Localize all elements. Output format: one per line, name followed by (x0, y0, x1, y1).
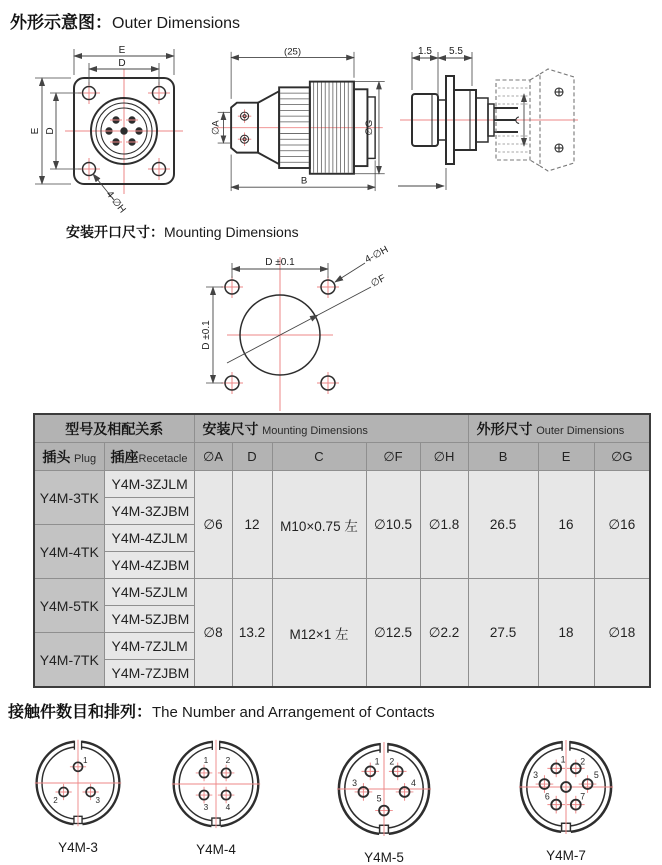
header-models: 型号及相配关系 (34, 414, 194, 443)
pin-number-label: 3 (352, 778, 358, 789)
receptacle-pins (494, 108, 519, 132)
receptacle-model: Y4M-3ZJBM (104, 498, 194, 525)
contact-diagram-y4m-4 (170, 738, 262, 857)
dim-a-value: ∅8 (194, 579, 232, 688)
pin-number-label: 1 (203, 755, 209, 765)
contact-diagram-label: Y4M-3 (58, 840, 98, 855)
header-col-a: ∅A (194, 443, 232, 471)
contact-diagram-label: Y4M-7 (546, 848, 586, 863)
contact-face-y4m-3 (33, 738, 123, 828)
header-outer: 外形尺寸 Outer Dimensions (468, 414, 650, 443)
dim-c-value: M10×0.75 左 (272, 471, 366, 579)
dim-a: ∅A (210, 120, 222, 136)
header-col-f: ∅F (366, 443, 420, 471)
pin-number-label: 3 (203, 802, 209, 812)
header-col-e: E (538, 443, 594, 471)
contact-diagram-y4m-3 (33, 738, 123, 855)
dim-d-left: D (45, 127, 56, 135)
header-col-g: ∅G (594, 443, 650, 471)
pin-number-label: 2 (389, 756, 395, 767)
table-row (34, 471, 650, 498)
pin-number-label: 1 (560, 754, 566, 765)
table-header-groups (34, 414, 650, 443)
pin-number-label: 1 (374, 756, 380, 767)
header-col-h: ∅H (420, 443, 468, 471)
dim-d-top: D ±0.1 (265, 257, 295, 268)
dim-1-5: 1.5 (418, 46, 432, 57)
pin-number-label: 6 (544, 791, 550, 802)
table-header-columns (34, 443, 650, 471)
mounting-hole-drawing (175, 243, 425, 413)
dim-d-left: D ±0.1 (201, 320, 212, 350)
mounting-dimensions-title-en: Mounting Dimensions (164, 224, 299, 240)
dim-d-value: 12 (232, 471, 272, 579)
mounting-dimensions-title-zh: 安装开口尺寸： (66, 224, 164, 240)
pin-number-label: 2 (580, 756, 586, 767)
contact-face-y4m-5 (335, 740, 433, 838)
header-col-c: C (272, 443, 366, 471)
receptacle-side-view-drawing (398, 40, 658, 200)
plug-side-view-drawing (210, 40, 402, 200)
dim-f-value: ∅10.5 (366, 471, 420, 579)
dim-e-left: E (30, 127, 41, 135)
plug-model: Y4M-3TK (34, 471, 104, 525)
contact-face-y4m-4 (170, 738, 262, 830)
receptacle-model: Y4M-7ZJBM (104, 660, 194, 688)
plug-model: Y4M-4TK (34, 525, 104, 579)
contact-diagram-label: Y4M-4 (196, 842, 236, 857)
receptacle-model: Y4M-4ZJBM (104, 552, 194, 579)
dim-5-5: 5.5 (449, 46, 463, 57)
outer-dimensions-title (10, 8, 240, 33)
pin-number-label: 7 (580, 791, 586, 802)
pin-number-label: 4 (225, 802, 231, 812)
dim-a-value: ∅6 (194, 471, 232, 579)
dim-c-value: M12×1 左 (272, 579, 366, 688)
pin-number-label: 3 (533, 770, 539, 781)
receptacle-model: Y4M-5ZJLM (104, 579, 194, 606)
mounting-holes-label: 4-∅H (363, 244, 391, 266)
dim-g: ∅G (364, 119, 376, 136)
header-col-d: D (232, 443, 272, 471)
dim-h-value: ∅1.8 (420, 471, 468, 579)
contact-face-y4m-7 (517, 738, 615, 836)
dim-25: (25) (284, 46, 302, 58)
dim-f-label: ∅F (369, 272, 388, 290)
pin-number-label: 4 (410, 778, 416, 789)
dim-g-value: ∅18 (594, 579, 650, 688)
contacts-title-zh: 接触件数目和排列： (8, 704, 153, 721)
header-col-b: B (468, 443, 538, 471)
contacts-title (8, 699, 435, 722)
outer-dimensions-title-en: Outer Dimensions (112, 15, 241, 32)
pin-number-label: 3 (95, 795, 101, 805)
pin-number-label: 2 (53, 795, 58, 805)
dim-e-value: 16 (538, 471, 594, 579)
plug-model: Y4M-5TK (34, 579, 104, 633)
dim-d-value: 13.2 (232, 579, 272, 688)
pin-number-label: 2 (225, 755, 231, 765)
header-plug: 插头 Plug (34, 443, 104, 471)
receptacle-model: Y4M-3ZJLM (104, 471, 194, 498)
dim-b: B (300, 175, 308, 187)
spec-table (33, 413, 651, 688)
contact-diagram-y4m-5 (335, 740, 433, 865)
table-row (34, 579, 650, 606)
dim-e-value: 18 (538, 579, 594, 688)
receptacle-model: Y4M-4ZJLM (104, 525, 194, 552)
dim-e-top: E (118, 45, 126, 56)
contact-diagram-label: Y4M-5 (364, 850, 404, 865)
receptacle-model: Y4M-5ZJBM (104, 606, 194, 633)
receptacle-model: Y4M-7ZJLM (104, 633, 194, 660)
plug-model: Y4M-7TK (34, 633, 104, 688)
pin-number-label: 5 (593, 770, 599, 781)
dim-b-value: 27.5 (468, 579, 538, 688)
dim-b-value: 26.5 (468, 471, 538, 579)
dim-f-value: ∅12.5 (366, 579, 420, 688)
header-receptacle: 插座Recetacle (104, 443, 194, 471)
mounting-dimensions-title (66, 222, 299, 242)
pin-number-label: 5 (376, 793, 382, 804)
dim-d-top: D (118, 58, 126, 69)
flange-holes-label: 4-∅H (103, 189, 128, 216)
dim-g-value: ∅16 (594, 471, 650, 579)
contact-diagram-y4m-7 (517, 738, 615, 863)
dim-h-value: ∅2.2 (420, 579, 468, 688)
front-view-drawing (22, 36, 212, 222)
outer-dimensions-title-zh: 外形示意图： (10, 13, 112, 32)
header-mounting: 安装尺寸 Mounting Dimensions (194, 414, 468, 443)
contacts-title-en: The Number and Arrangement of Contacts (152, 704, 435, 721)
pin-number-label: 1 (82, 756, 88, 766)
